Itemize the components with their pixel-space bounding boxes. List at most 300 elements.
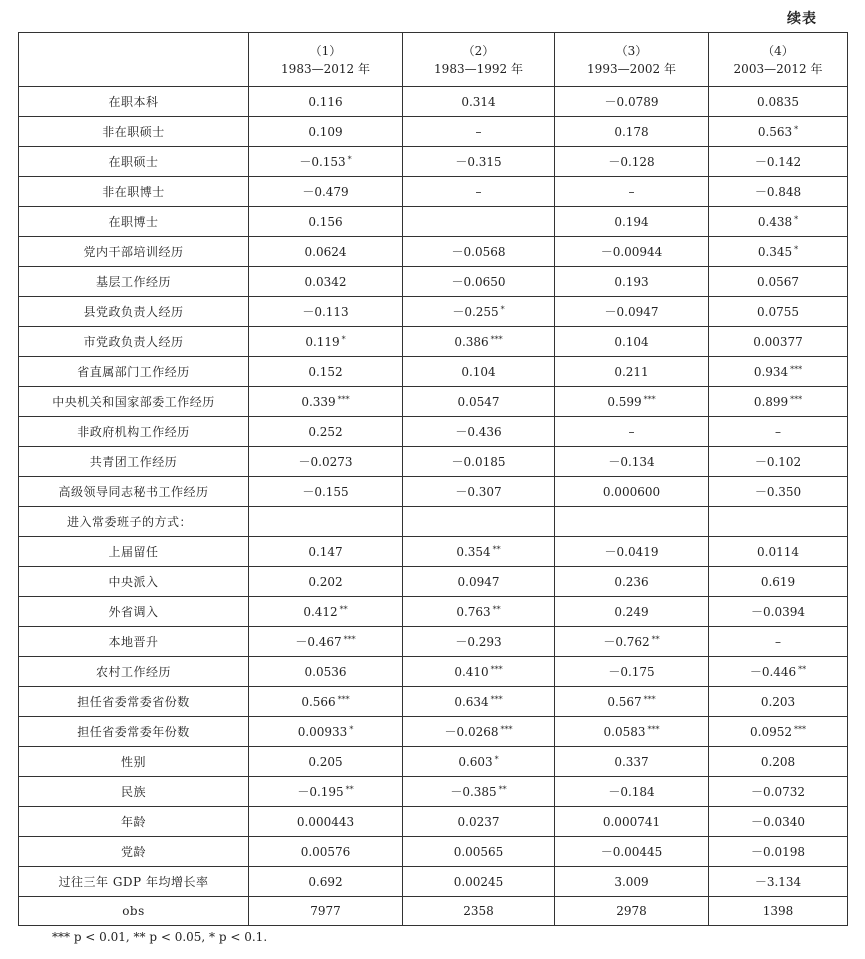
- coefficient-cell: [249, 657, 403, 687]
- coefficient-cell: [709, 147, 848, 177]
- coefficient-value: 0.619: [760, 574, 796, 589]
- row-label: 党内干部培训经历: [19, 237, 249, 267]
- coefficient-value: 0.104: [461, 364, 496, 379]
- coefficient-cell: [249, 177, 403, 207]
- coefficient-cell: [249, 447, 403, 477]
- table-row: [19, 237, 848, 267]
- significance-stars: ***: [343, 635, 356, 644]
- coefficient-cell: [709, 777, 848, 807]
- header-corner-cell: [19, 33, 249, 87]
- coefficient-cell: [555, 327, 709, 357]
- coefficient-cell: [709, 87, 848, 117]
- coefficient-cell: [403, 807, 555, 837]
- table-row: [19, 87, 848, 117]
- row-label: 省直属部门工作经历: [19, 357, 249, 387]
- significance-stars: **: [498, 785, 507, 794]
- coefficient-cell: [555, 657, 709, 687]
- row-label: 担任省委常委年份数: [19, 717, 249, 747]
- table-row: [19, 207, 848, 237]
- coefficient-cell: [555, 807, 709, 837]
- coefficient-value: －0.0185: [451, 455, 506, 469]
- coefficient-value: 0.178: [614, 124, 649, 139]
- coefficient-value: 0.603: [458, 754, 493, 769]
- coefficient-value: 0.345: [757, 244, 793, 259]
- coefficient-value: －0.153: [299, 155, 346, 169]
- row-label: 担任省委常委省份数: [19, 687, 249, 717]
- coefficient-value: －0.184: [608, 785, 655, 799]
- row-label: 在职硕士: [19, 147, 249, 177]
- coefficient-cell: [709, 597, 848, 627]
- coefficient-value: 0.0237: [457, 814, 500, 829]
- column-header-3: [555, 33, 709, 87]
- table-row: [19, 327, 848, 357]
- row-label: 在职博士: [19, 207, 249, 237]
- coefficient-value: 0.252: [308, 424, 343, 439]
- column-period: 1993—2002 年: [587, 61, 676, 76]
- coefficient-cell: [249, 777, 403, 807]
- coefficient-cell: [403, 87, 555, 117]
- coefficient-cell: [555, 837, 709, 867]
- significance-stars: **: [339, 604, 348, 614]
- significance-stars: **: [345, 785, 354, 794]
- coefficient-cell: [555, 897, 709, 926]
- coefficient-value: 0.0342: [304, 274, 347, 289]
- coefficient-cell: [403, 747, 555, 777]
- row-label: 县党政负责人经历: [19, 297, 249, 327]
- coefficient-value: 0.211: [614, 364, 649, 379]
- coefficient-value: －0.0273: [298, 455, 353, 469]
- coefficient-value: 0.634: [454, 694, 489, 709]
- row-label: 性别: [19, 747, 249, 777]
- coefficient-value: －0.293: [455, 635, 502, 649]
- coefficient-cell: [249, 117, 403, 147]
- coefficient-value: 0.00377: [753, 334, 803, 349]
- coefficient-cell: [555, 597, 709, 627]
- coefficient-value: 0.0536: [304, 664, 347, 679]
- significance-stars: ***: [794, 724, 806, 734]
- coefficient-value: 0.566: [301, 694, 336, 709]
- coefficient-cell: [555, 717, 709, 747]
- coefficient-value: 0.00245: [453, 874, 504, 889]
- significance-stars: **: [651, 635, 660, 644]
- coefficient-value: 0.0547: [457, 394, 500, 409]
- coefficient-value: 0.116: [308, 94, 343, 109]
- coefficient-value: 0.109: [308, 124, 343, 139]
- coefficient-cell: [709, 207, 848, 237]
- coefficient-value: 0.00933: [297, 724, 348, 739]
- coefficient-cell: [249, 717, 403, 747]
- table-row: [19, 687, 848, 717]
- coefficient-value: 0.412: [303, 604, 338, 619]
- coefficient-cell: [555, 687, 709, 717]
- coefficient-value: 0.202: [308, 574, 343, 589]
- coefficient-cell: [249, 207, 403, 237]
- coefficient-cell: [403, 207, 555, 237]
- coefficient-cell: [555, 477, 709, 507]
- coefficient-value: 0.0624: [304, 244, 347, 259]
- table-row: [19, 897, 848, 926]
- coefficient-cell: [249, 147, 403, 177]
- coefficient-value: －0.436: [455, 425, 502, 439]
- coefficient-cell: [249, 867, 403, 897]
- coefficient-value: 0.236: [614, 574, 649, 589]
- table-row: [19, 807, 848, 837]
- coefficient-value: 0.692: [308, 874, 343, 889]
- table-row: [19, 147, 848, 177]
- table-row: [19, 297, 848, 327]
- coefficient-value: －0.848: [754, 185, 802, 199]
- coefficient-value: 0.147: [308, 544, 343, 559]
- significance-stars: **: [798, 665, 807, 674]
- coefficient-cell: [249, 537, 403, 567]
- column-number: （2）: [462, 43, 495, 58]
- coefficient-value: 0.152: [308, 364, 343, 379]
- coefficient-value: 0.0947: [457, 574, 500, 589]
- coefficient-cell: [403, 267, 555, 297]
- coefficient-cell: [555, 87, 709, 117]
- coefficient-value: 0.000600: [602, 484, 661, 499]
- coefficient-cell: [249, 477, 403, 507]
- coefficient-value: －0.134: [608, 455, 655, 469]
- coefficient-cell: [555, 207, 709, 237]
- table-row: [19, 567, 848, 597]
- coefficient-cell: [403, 627, 555, 657]
- coefficient-cell: [249, 297, 403, 327]
- coefficient-cell: [249, 627, 403, 657]
- coefficient-value: －0.307: [455, 485, 502, 499]
- coefficient-cell: [555, 777, 709, 807]
- regression-table: [18, 32, 848, 926]
- column-number: （1）: [309, 43, 342, 58]
- significance-stars: ***: [790, 364, 803, 374]
- coefficient-cell: [709, 507, 848, 537]
- significance-stars: *: [494, 754, 499, 764]
- coefficient-value: 0.386: [454, 334, 489, 349]
- row-label: obs: [19, 897, 249, 926]
- coefficient-cell: [709, 537, 848, 567]
- coefficient-value: －0.315: [455, 155, 502, 169]
- coefficient-cell: [555, 267, 709, 297]
- coefficient-value: 0.599: [607, 394, 642, 409]
- significance-stars: ***: [490, 664, 503, 674]
- table-row: [19, 357, 848, 387]
- coefficient-value: 0.763: [456, 604, 491, 619]
- coefficient-value: 0.339: [301, 394, 336, 409]
- coefficient-value: 3.009: [614, 874, 649, 889]
- coefficient-cell: [249, 597, 403, 627]
- row-label: 在职本科: [19, 87, 249, 117]
- row-label: 非在职硕士: [19, 117, 249, 147]
- coefficient-value: －0.113: [302, 305, 349, 319]
- significance-stars: *: [794, 124, 799, 134]
- row-label: 进入常委班子的方式：: [19, 507, 249, 537]
- coefficient-cell: [403, 177, 555, 207]
- table-row: [19, 117, 848, 147]
- coefficient-cell: [555, 117, 709, 147]
- coefficient-cell: [249, 327, 403, 357]
- coefficient-cell: [709, 417, 848, 447]
- coefficient-value: 0.0952: [750, 724, 792, 739]
- coefficient-value: 0.354: [456, 544, 491, 559]
- coefficient-cell: [709, 387, 848, 417]
- coefficient-cell: [249, 897, 403, 926]
- coefficient-cell: [249, 687, 403, 717]
- coefficient-value: 0.205: [308, 754, 343, 769]
- row-label: 高级领导同志秘书工作经历: [19, 477, 249, 507]
- significance-stars: *: [794, 244, 799, 254]
- table-row: [19, 597, 848, 627]
- coefficient-value: 0.193: [614, 274, 649, 289]
- coefficient-cell: [403, 327, 555, 357]
- coefficient-value: 0.119: [305, 334, 340, 349]
- row-label: 党龄: [19, 837, 249, 867]
- coefficient-value: 0.563: [757, 124, 793, 139]
- coefficient-cell: [403, 597, 555, 627]
- coefficient-value: －0.128: [608, 155, 655, 169]
- coefficient-cell: [555, 147, 709, 177]
- row-label: 本地晋升: [19, 627, 249, 657]
- coefficient-cell: [709, 747, 848, 777]
- coefficient-value: －0.762: [603, 635, 650, 649]
- table-row: [19, 657, 848, 687]
- coefficient-cell: [555, 867, 709, 897]
- coefficient-value: 0.0114: [757, 544, 799, 559]
- coefficient-cell: [403, 687, 555, 717]
- coefficient-value: –: [475, 124, 482, 139]
- row-label: 年龄: [19, 807, 249, 837]
- coefficient-cell: [249, 837, 403, 867]
- coefficient-cell: [249, 357, 403, 387]
- coefficient-cell: [403, 117, 555, 147]
- significance-stars: ***: [490, 694, 503, 704]
- coefficient-value: －0.350: [754, 485, 802, 499]
- coefficient-value: –: [475, 184, 482, 199]
- coefficient-value: －0.0732: [751, 785, 805, 799]
- coefficient-cell: [709, 177, 848, 207]
- row-label: 基层工作经历: [19, 267, 249, 297]
- coefficient-cell: [403, 417, 555, 447]
- coefficient-value: 2358: [463, 904, 494, 918]
- coefficient-cell: [403, 837, 555, 867]
- coefficient-value: 0.000443: [296, 814, 355, 829]
- coefficient-cell: [555, 537, 709, 567]
- coefficient-value: －0.00944: [600, 245, 663, 259]
- coefficient-cell: [709, 837, 848, 867]
- coefficient-cell: [403, 387, 555, 417]
- table-row: [19, 747, 848, 777]
- coefficient-cell: [709, 267, 848, 297]
- coefficient-cell: [555, 417, 709, 447]
- coefficient-cell: [403, 897, 555, 926]
- coefficient-value: －0.255: [452, 305, 499, 319]
- row-label: 中央派入: [19, 567, 249, 597]
- coefficient-cell: [249, 87, 403, 117]
- coefficient-cell: [249, 387, 403, 417]
- row-label: 非在职博士: [19, 177, 249, 207]
- coefficient-cell: [555, 357, 709, 387]
- significance-stars: *: [347, 155, 352, 164]
- column-period: 2003—2012 年: [733, 61, 823, 76]
- row-label: 非政府机构工作经历: [19, 417, 249, 447]
- column-header-1: [249, 33, 403, 87]
- coefficient-value: 0.208: [760, 754, 796, 769]
- coefficient-value: 0.899: [753, 394, 789, 409]
- coefficient-value: 0.438: [757, 214, 793, 229]
- coefficient-cell: [555, 447, 709, 477]
- significance-stars: ***: [337, 394, 350, 404]
- coefficient-value: －0.0789: [604, 95, 659, 109]
- coefficient-value: 0.0755: [757, 304, 799, 319]
- coefficient-cell: [709, 327, 848, 357]
- coefficient-value: 0.337: [614, 754, 649, 769]
- coefficient-cell: [249, 507, 403, 537]
- table-row: [19, 627, 848, 657]
- coefficient-cell: [555, 567, 709, 597]
- significance-stars: ***: [647, 724, 660, 734]
- coefficient-value: 0.104: [614, 334, 649, 349]
- continued-label: 续表: [787, 11, 817, 27]
- coefficient-cell: [403, 297, 555, 327]
- coefficient-cell: [555, 627, 709, 657]
- coefficient-value: 0.0567: [757, 274, 799, 289]
- coefficient-value: －0.0198: [751, 845, 805, 859]
- coefficient-cell: [403, 777, 555, 807]
- coefficient-value: －0.195: [297, 785, 344, 799]
- coefficient-cell: [403, 147, 555, 177]
- coefficient-value: －0.00445: [600, 845, 663, 859]
- coefficient-value: －0.446: [749, 665, 797, 679]
- coefficient-cell: [249, 237, 403, 267]
- table-row: [19, 267, 848, 297]
- header-row: [19, 33, 848, 87]
- significance-note: *** p < 0.01, ** p < 0.05, * p < 0.1.: [52, 930, 268, 944]
- coefficient-cell: [709, 807, 848, 837]
- coefficient-cell: [709, 447, 848, 477]
- row-label: 民族: [19, 777, 249, 807]
- row-label: 过往三年 GDP 年均增长率: [19, 867, 249, 897]
- row-label: 中央机关和国家部委工作经历: [19, 387, 249, 417]
- row-label: 农村工作经历: [19, 657, 249, 687]
- table-row: [19, 417, 848, 447]
- coefficient-value: －0.0340: [751, 815, 805, 829]
- coefficient-cell: [709, 297, 848, 327]
- coefficient-cell: [403, 357, 555, 387]
- coefficient-cell: [249, 747, 403, 777]
- coefficient-cell: [403, 567, 555, 597]
- coefficient-cell: [403, 237, 555, 267]
- significance-stars: ***: [490, 334, 503, 344]
- row-label: 共青团工作经历: [19, 447, 249, 477]
- coefficient-value: －0.175: [608, 665, 655, 679]
- coefficient-value: 0.0835: [757, 94, 799, 109]
- coefficient-cell: [555, 177, 709, 207]
- column-header-4: [709, 33, 848, 87]
- row-label: 上届留任: [19, 537, 249, 567]
- coefficient-cell: [709, 687, 848, 717]
- table-row: [19, 837, 848, 867]
- coefficient-cell: [555, 747, 709, 777]
- coefficient-cell: [403, 867, 555, 897]
- coefficient-value: 0.156: [308, 214, 343, 229]
- table-row: [19, 447, 848, 477]
- significance-stars: ***: [337, 694, 350, 704]
- coefficient-value: 0.203: [760, 694, 796, 709]
- coefficient-value: 0.249: [614, 604, 649, 619]
- coefficient-cell: [555, 387, 709, 417]
- table-row: [19, 507, 848, 537]
- coefficient-cell: [709, 657, 848, 687]
- column-number: （3）: [615, 43, 648, 58]
- table-body: [19, 87, 848, 926]
- table-row: [19, 177, 848, 207]
- row-label: 外省调入: [19, 597, 249, 627]
- coefficient-cell: [709, 477, 848, 507]
- coefficient-cell: [709, 117, 848, 147]
- significance-stars: ***: [643, 694, 656, 704]
- coefficient-cell: [555, 297, 709, 327]
- coefficient-value: －0.155: [302, 485, 349, 499]
- significance-stars: ***: [790, 394, 803, 404]
- coefficient-value: –: [628, 424, 635, 439]
- coefficient-cell: [249, 267, 403, 297]
- coefficient-value: －0.0650: [451, 275, 506, 289]
- column-period: 1983—1992 年: [434, 61, 523, 76]
- coefficient-cell: [403, 477, 555, 507]
- coefficient-value: 2978: [616, 904, 647, 918]
- coefficient-cell: [249, 567, 403, 597]
- coefficient-value: －0.0394: [751, 605, 805, 619]
- coefficient-cell: [403, 537, 555, 567]
- coefficient-cell: [403, 447, 555, 477]
- coefficient-value: －0.467: [295, 635, 342, 649]
- coefficient-value: －0.0268: [444, 725, 499, 739]
- table-row: [19, 777, 848, 807]
- significance-stars: **: [492, 604, 501, 614]
- significance-stars: ***: [500, 725, 513, 734]
- coefficient-cell: [709, 897, 848, 926]
- coefficient-cell: [555, 507, 709, 537]
- coefficient-value: －3.134: [754, 875, 802, 889]
- coefficient-value: 0.567: [607, 694, 642, 709]
- coefficient-value: 7977: [310, 904, 341, 918]
- significance-stars: **: [492, 544, 501, 554]
- coefficient-value: 0.0583: [603, 724, 646, 739]
- coefficient-value: –: [775, 634, 781, 649]
- column-period: 1983—2012 年: [281, 61, 370, 76]
- coefficient-cell: [709, 717, 848, 747]
- coefficient-value: －0.0419: [604, 545, 659, 559]
- coefficient-value: 0.194: [614, 214, 649, 229]
- coefficient-value: 0.410: [454, 664, 489, 679]
- coefficient-cell: [403, 507, 555, 537]
- significance-stars: *: [500, 305, 505, 314]
- coefficient-cell: [709, 567, 848, 597]
- coefficient-value: －0.142: [754, 155, 802, 169]
- coefficient-value: －0.385: [450, 785, 497, 799]
- column-number: （4）: [762, 43, 794, 58]
- coefficient-cell: [403, 657, 555, 687]
- column-header-2: [403, 33, 555, 87]
- table-row: [19, 477, 848, 507]
- row-label: 市党政负责人经历: [19, 327, 249, 357]
- coefficient-value: 0.00565: [453, 844, 504, 859]
- coefficient-value: 0.934: [753, 364, 789, 379]
- significance-stars: *: [341, 334, 346, 344]
- coefficient-value: －0.479: [302, 185, 349, 199]
- table-row: [19, 867, 848, 897]
- coefficient-cell: [249, 417, 403, 447]
- table-row: [19, 387, 848, 417]
